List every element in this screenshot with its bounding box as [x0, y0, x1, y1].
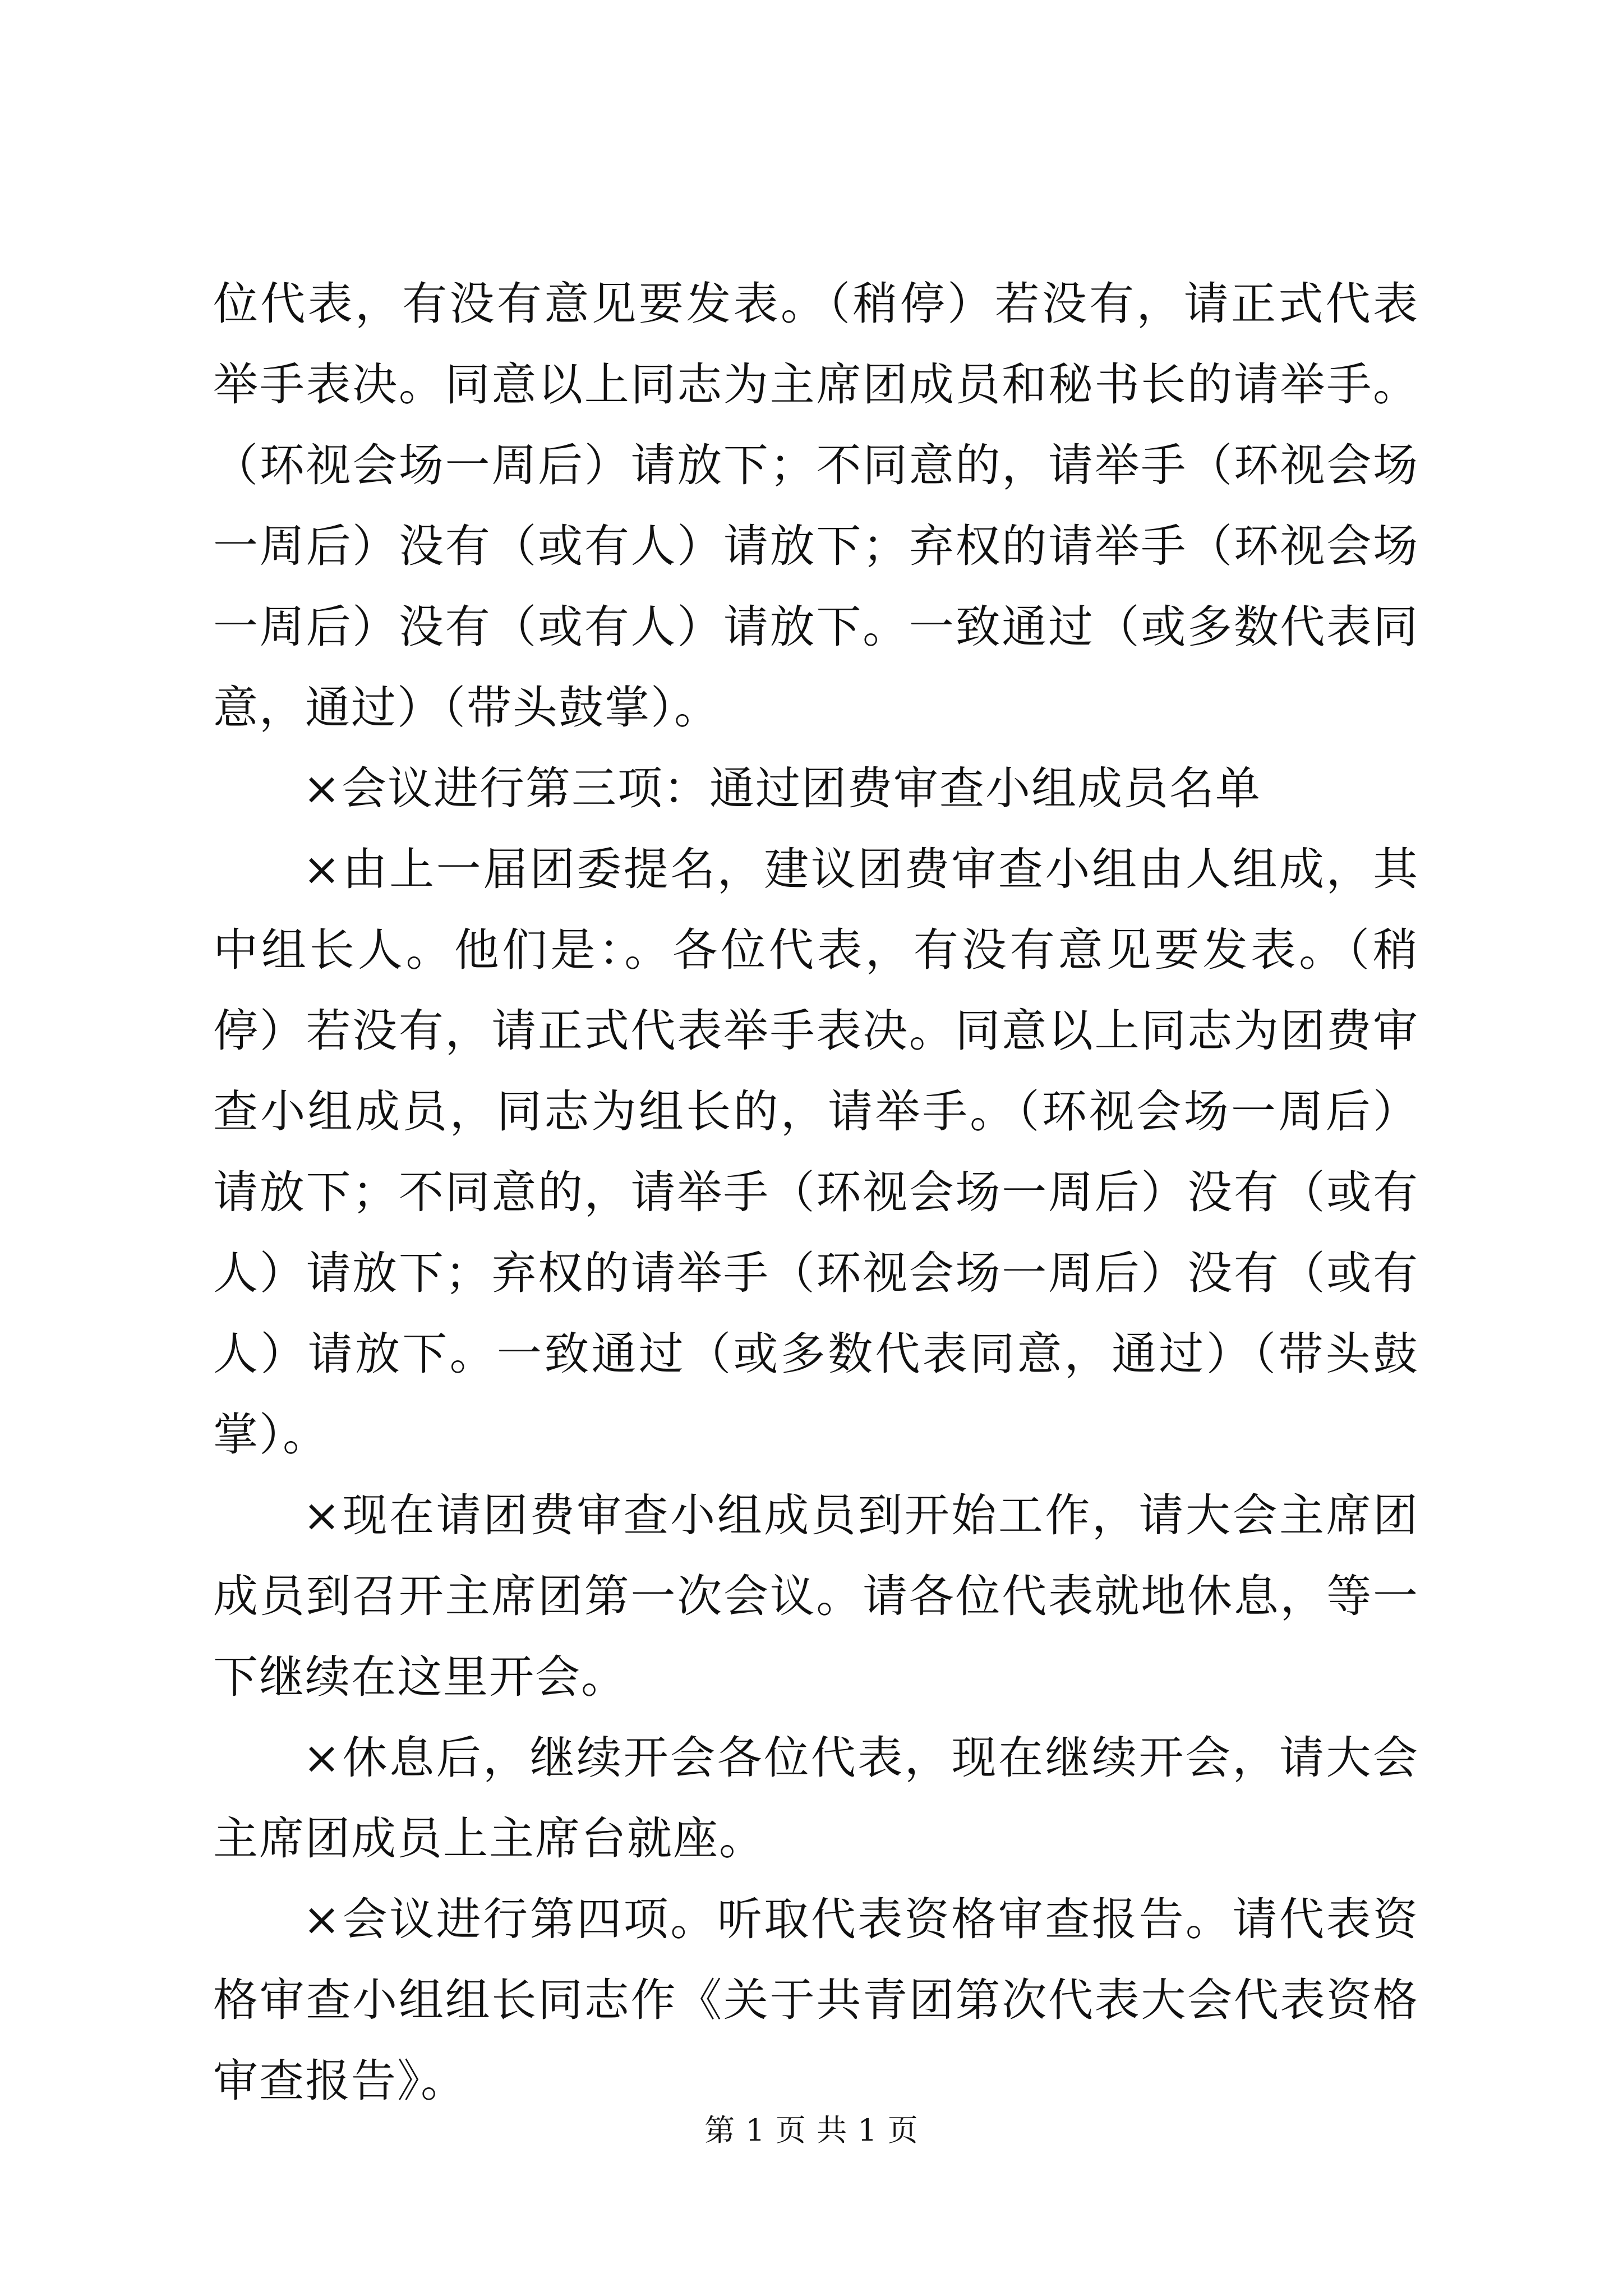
document-body: [213, 264, 1419, 2122]
page-footer: 第 1 页 共 1 页: [704, 2113, 919, 2148]
paragraph-resume-meeting: ×休息后，继续开会各位代表，现在继续开会，请大会主席团成员上主席台就座。: [213, 1732, 1419, 1865]
paragraph-vote-presidium: 位代表，有没有意见要发表。（稍停）若没有，请正式代表举手表决。同意以上同志为主席团成员和秘书长的请举手。（环视会场一周后）请放下；不同意的，请举手（环视会场一周后）没有（或有人）请放下；弃权的请举手（环视会场一周后）没有（或有人）请放下。一致通过（或多数代表同意，通过）（带头鼓掌）。: [213, 278, 1419, 734]
paragraph-fee-review-group: ×由上一届团委提名，建议团费审查小组由人组成，其中组长人。他们是：。各位代表，有没有意见要发表。（稍停）若没有，请正式代表举手表决。同意以上同志为团费审查小组成员，同志为组长的，请举手。（环视会场一周后）请放下；不同意的，请举手（环视会场一周后）没有（或有人）请放下；弃权的请举手（环视会场一周后）没有（或有人）请放下。一致通过（或多数代表同意，通过）（带头鼓掌）。: [213, 843, 1419, 1461]
paragraph-agenda-item-four: ×会议进行第四项。听取代表资格审查报告。请代表资格审查小组组长同志作《关于共青团第次代表大会代表资格审查报告》。: [213, 1893, 1419, 2107]
paragraph-start-work: ×现在请团费审查小组成员到开始工作，请大会主席团成员到召开主席团第一次会议。请各位代表就地休息，等一下继续在这里开会。: [213, 1489, 1419, 1703]
paragraph-agenda-item-three: ×会议进行第三项：通过团费审查小组成员名单: [303, 762, 1262, 815]
